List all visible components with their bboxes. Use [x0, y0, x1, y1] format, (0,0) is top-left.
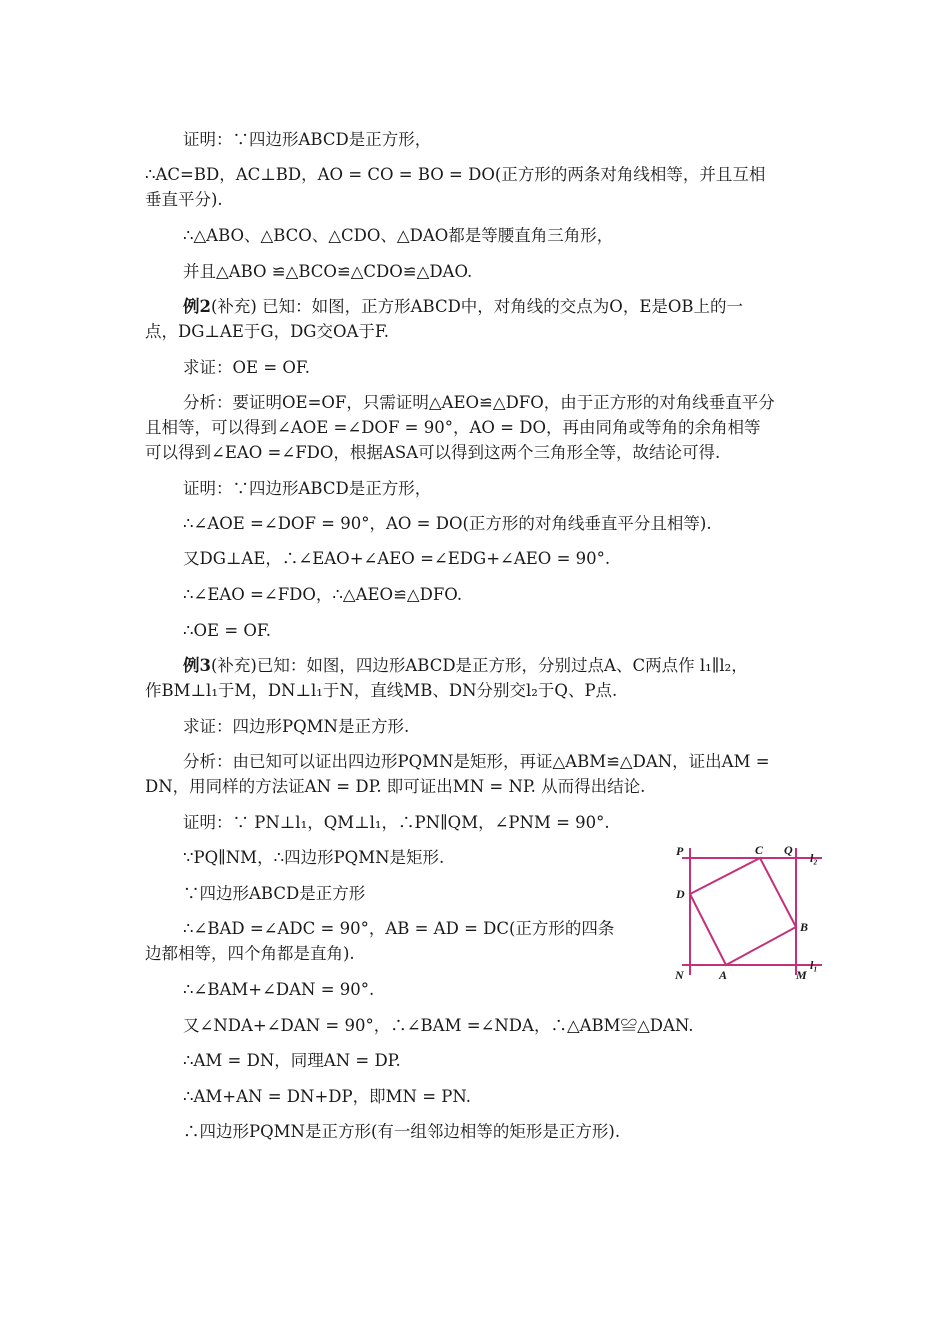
text-line: ∴∠AOE =∠DOF = 90°，AO = DO(正方形的对角线垂直平分且相等).: [183, 514, 712, 533]
text-line: ∴四边形PQMN是正方形(有一组邻边相等的矩形是正方形).: [183, 1122, 621, 1141]
text-line: 证明：∵ PN⊥l₁，QM⊥l₁，∴PN∥QM，∠PNM = 90°.: [183, 813, 610, 832]
text-line: 可以得到∠EAO =∠FDO，根据ASA可以得到这两个三角形全等，故结论可得.: [145, 443, 721, 462]
text-line: ∴∠EAO =∠FDO，∴△AEO≌△DFO.: [183, 585, 463, 604]
geometry-figure: [670, 838, 830, 988]
label-D: D: [676, 887, 685, 901]
text-line: ∴AM = DN，同理AN = DP.: [183, 1051, 401, 1070]
text-line: ∴∠BAM+∠DAN = 90°.: [183, 980, 375, 999]
figure-svg: [670, 838, 830, 988]
text-line: 分析：要证明OE=OF，只需证明△AEO≌△DFO，由于正方形的对角线垂直平分: [183, 393, 775, 412]
text-line: 边都相等，四个角都是直角).: [145, 944, 355, 963]
label-C: C: [755, 843, 764, 857]
text-line: 求证：四边形PQMN是正方形.: [183, 717, 410, 736]
example-label: 例2: [183, 297, 211, 316]
example-label: 例3: [183, 656, 211, 675]
text-line: 垂直平分).: [145, 190, 223, 209]
label-Q: Q: [784, 843, 793, 857]
text-line: ∴∠BAD =∠ADC = 90°，AB = AD = DC(正方形的四条: [183, 919, 615, 938]
text-line: ∴AM+AN = DN+DP，即MN = PN.: [183, 1087, 472, 1106]
text-line: ∵四边形ABCD是正方形: [183, 884, 366, 903]
example-3-heading: [183, 656, 748, 676]
square-ABCD: [690, 858, 796, 965]
label-l1: l₁: [810, 958, 818, 972]
text-line: ∵PQ∥NM，∴四边形PQMN是矩形.: [183, 848, 445, 867]
label-M: M: [796, 968, 807, 982]
text-line: 证明：∵四边形ABCD是正方形，: [183, 130, 432, 149]
text-line: 求证：OE = OF.: [183, 358, 311, 377]
text-line: 点，DG⊥AE于G，DG交OA于F.: [145, 322, 390, 341]
text-line: 并且△ABO ≌△BCO≌△CDO≌△DAO.: [183, 262, 473, 281]
text-line: ∴△ABO、△BCO、△CDO、△DAO都是等腰直角三角形，: [183, 226, 614, 245]
text-line: ∴AC=BD，AC⊥BD，AO = CO = BO = DO(正方形的两条对角线相等，并且互相: [145, 165, 766, 184]
example-text: (补充) 已知：如图，正方形ABCD中，对角线的交点为O，E是OB上的一: [210, 297, 744, 316]
label-A: A: [719, 968, 728, 982]
label-B: B: [800, 920, 809, 934]
text-line: 又DG⊥AE，∴∠EAO+∠AEO =∠EDG+∠AEO = 90°.: [183, 549, 611, 568]
text-line: 且相等，可以得到∠AOE =∠DOF = 90°，AO = DO，再由同角或等角的余角相等: [145, 418, 761, 437]
text-line: ∴OE = OF.: [183, 621, 272, 640]
text-line: 分析：由已知可以证出四边形PQMN是矩形，再证△ABM≌△DAN，证出AM =: [183, 752, 770, 771]
label-l2: l₂: [810, 851, 818, 865]
text-line: 又∠NDA+∠DAN = 90°，∴∠BAM =∠NDA，∴△ABM≌△DAN.: [183, 1016, 694, 1035]
text-line: 证明：∵四边形ABCD是正方形，: [183, 479, 432, 498]
label-P: P: [676, 844, 684, 858]
text-line: DN，用同样的方法证AN = DP. 即可证出MN = NP. 从而得出结论.: [145, 777, 646, 796]
example-2-heading: [183, 297, 743, 317]
text-line: 作BM⊥l₁于M，DN⊥l₁于N，直线MB、DN分别交l₂于Q、P点.: [145, 681, 618, 700]
example-text: (补充)已知：如图，四边形ABCD是正方形，分别过点A、C两点作 l₁∥l₂，: [210, 656, 748, 675]
label-N: N: [675, 968, 684, 982]
